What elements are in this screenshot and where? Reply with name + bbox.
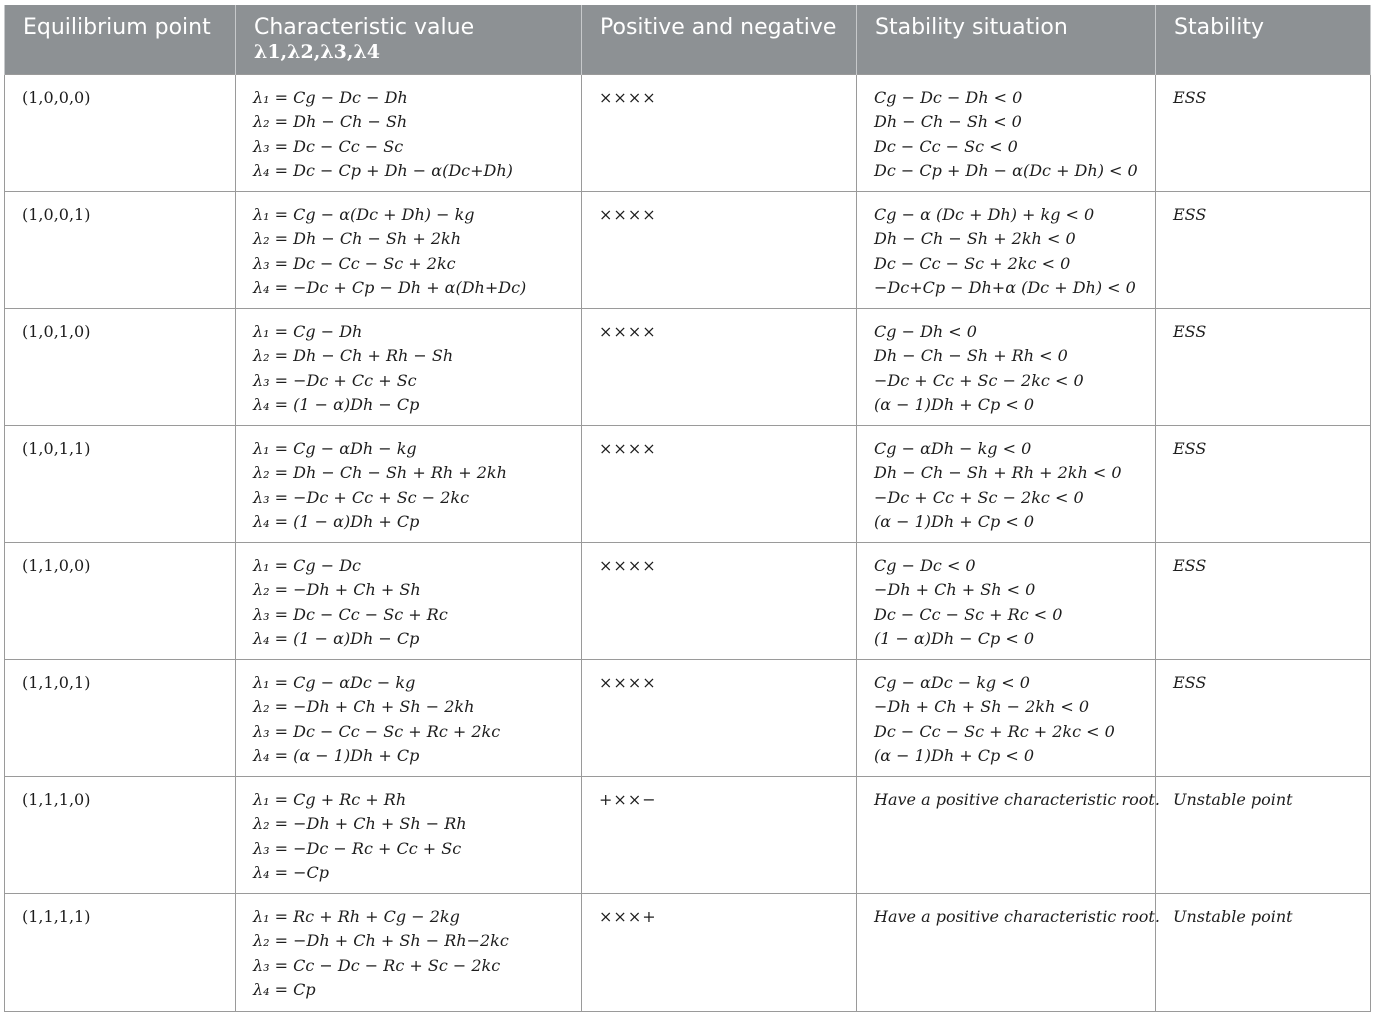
table-row <box>5 308 1371 425</box>
stability-condition-line: −Dh + Ch + Sh − 2kh < 0 <box>874 697 1090 717</box>
characteristic-value-line: λ₁ = Rc + Rh + Cg − 2kg <box>253 906 460 926</box>
characteristic-value-line: λ₁ = Cg − Dh <box>253 321 363 341</box>
stability-condition-line: −Dc + Cc + Sc − 2kc < 0 <box>874 487 1084 507</box>
stability-condition-line: −Dc+Cp − Dh+α (Dc + Dh) < 0 <box>874 278 1136 298</box>
characteristic-value-line: λ₄ = (1 − α)Dh − Cp <box>253 395 420 415</box>
stability-condition-line: Cg − α (Dc + Dh) + kg < 0 <box>874 204 1095 224</box>
stability-condition-line: Dc − Cp + Dh − α(Dc + Dh) < 0 <box>874 161 1138 181</box>
equilibrium-point-cell: (1,0,0,0) <box>5 74 236 191</box>
table-row <box>5 776 1371 893</box>
table-header <box>5 5 1371 74</box>
header-stability-situation: Stability situation <box>857 5 1156 74</box>
table-body <box>5 74 1371 1011</box>
stability-cell: ESS <box>1156 74 1371 191</box>
stability-condition-line: (1 − α)Dh − Cp < 0 <box>874 629 1034 649</box>
sign-cell: ×××× <box>582 542 857 659</box>
equilibrium-point-cell: (1,1,0,1) <box>5 659 236 776</box>
characteristic-value-line: λ₂ = −Dh + Ch + Sh − 2kh <box>253 697 475 717</box>
stability-condition-line: (α − 1)Dh + Cp < 0 <box>874 746 1034 766</box>
stability-cell: ESS <box>1156 542 1371 659</box>
stability-condition-line: Have a positive characteristic root. <box>874 906 1160 926</box>
stability-situation-cell <box>857 893 1160 1011</box>
stability-situation-cell <box>857 659 1156 776</box>
equilibrium-point-cell: (1,0,1,0) <box>5 308 236 425</box>
equilibrium-point-cell: (1,0,0,1) <box>5 191 236 308</box>
characteristic-value-line: λ₂ = Dh − Ch + Rh − Sh <box>253 346 454 366</box>
table-row <box>5 659 1371 776</box>
header-characteristic-value: Characteristic value λ1,λ2,λ3,λ4 <box>236 5 582 74</box>
table-row <box>5 542 1371 659</box>
header-row <box>5 5 1371 74</box>
characteristic-value-line: λ₄ = Dc − Cp + Dh − α(Dc+Dh) <box>253 161 513 181</box>
stability-condition-line: Have a positive characteristic root. <box>874 789 1160 809</box>
characteristic-value-line: λ₁ = Cg + Rc + Rh <box>253 789 407 809</box>
characteristic-value-line: λ₁ = Cg − αDh − kg <box>253 438 417 458</box>
stability-cell: ESS <box>1156 191 1371 308</box>
stability-cell: Unstable point <box>1156 776 1371 893</box>
stability-table <box>4 5 1371 1012</box>
equilibrium-point-cell: (1,0,1,1) <box>5 425 236 542</box>
equilibrium-point-cell: (1,1,0,0) <box>5 542 236 659</box>
header-stability: Stability <box>1156 5 1371 74</box>
characteristic-value-line: λ₂ = Dh − Ch − Sh + 2kh <box>253 229 461 249</box>
characteristic-value-line: λ₄ = (1 − α)Dh + Cp <box>253 512 420 532</box>
characteristic-value-line: λ₃ = −Dc + Cc + Sc − 2kc <box>253 487 470 507</box>
characteristic-value-line: λ₃ = −Dc + Cc + Sc <box>253 370 417 390</box>
sign-cell: ×××× <box>582 74 857 191</box>
stability-condition-line: Dh − Ch − Sh < 0 <box>874 112 1022 132</box>
stability-condition-line: −Dh + Ch + Sh < 0 <box>874 580 1036 600</box>
stability-condition-line: Dh − Ch − Sh + 2kh < 0 <box>874 229 1076 249</box>
stability-condition-line: Dc − Cc − Sc + Rc < 0 <box>874 604 1063 624</box>
characteristic-value-line: λ₃ = Dc − Cc − Sc <box>253 136 404 156</box>
characteristic-value-line: λ₃ = Dc − Cc − Sc + 2kc <box>253 253 456 273</box>
stability-condition-line: Cg − αDc − kg < 0 <box>874 672 1030 692</box>
sign-cell: +××− <box>582 776 857 893</box>
characteristic-value-cell <box>236 893 582 1011</box>
characteristic-value-line: λ₂ = −Dh + Ch + Sh <box>253 580 421 600</box>
characteristic-value-line: λ₃ = Cc − Dc − Rc + Sc − 2kc <box>253 955 501 975</box>
stability-situation-cell <box>857 191 1156 308</box>
characteristic-value-cell <box>236 308 582 425</box>
stability-condition-line: Cg − Dc − Dh < 0 <box>874 87 1023 107</box>
characteristic-value-cell <box>236 74 582 191</box>
stability-cell: ESS <box>1156 308 1371 425</box>
stability-condition-line: (α − 1)Dh + Cp < 0 <box>874 512 1034 532</box>
characteristic-value-line: λ₁ = Cg − αDc − kg <box>253 672 416 692</box>
characteristic-value-line: λ₁ = Cg − Dc − Dh <box>253 87 408 107</box>
stability-condition-line: −Dc + Cc + Sc − 2kc < 0 <box>874 370 1084 390</box>
stability-situation-cell <box>857 308 1156 425</box>
stability-condition-line: Dc − Cc − Sc < 0 <box>874 136 1018 156</box>
characteristic-value-line: λ₄ = −Cp <box>253 863 330 883</box>
stability-condition-line: Cg − Dc < 0 <box>874 555 976 575</box>
stability-situation-cell <box>857 542 1156 659</box>
sign-cell: ×××+ <box>582 893 857 1011</box>
characteristic-value-line: λ₄ = −Dc + Cp − Dh + α(Dh+Dc) <box>253 278 527 298</box>
header-characteristic-subtitle: λ1,λ2,λ3,λ4 <box>254 41 381 63</box>
characteristic-value-line: λ₂ = Dh − Ch − Sh + Rh + 2kh <box>253 463 507 483</box>
stability-condition-line: Cg − Dh < 0 <box>874 321 977 341</box>
characteristic-value-cell <box>236 776 582 893</box>
sign-cell: ×××× <box>582 425 857 542</box>
characteristic-value-cell <box>236 542 582 659</box>
stability-condition-line: Dc − Cc − Sc + 2kc < 0 <box>874 253 1071 273</box>
table-row <box>5 893 1371 1011</box>
sign-cell: ×××× <box>582 659 857 776</box>
header-positive-negative: Positive and negative <box>582 5 857 74</box>
table-row <box>5 425 1371 542</box>
header-equilibrium-point: Equilibrium point <box>5 5 236 74</box>
characteristic-value-cell <box>236 425 582 542</box>
characteristic-value-line: λ₃ = −Dc − Rc + Cc + Sc <box>253 838 462 858</box>
stability-situation-cell <box>857 74 1156 191</box>
sign-cell: ×××× <box>582 308 857 425</box>
stability-situation-cell <box>857 425 1156 542</box>
characteristic-value-cell <box>236 659 582 776</box>
stability-cell: Unstable point <box>1156 893 1371 1011</box>
characteristic-value-cell <box>236 191 582 308</box>
characteristic-value-line: λ₂ = −Dh + Ch + Sh − Rh <box>253 814 467 834</box>
stability-cell: ESS <box>1156 425 1371 542</box>
table-row <box>5 191 1371 308</box>
table-row <box>5 74 1371 191</box>
stability-cell: ESS <box>1156 659 1371 776</box>
characteristic-value-line: λ₁ = Cg − α(Dc + Dh) − kg <box>253 204 475 224</box>
equilibrium-point-cell: (1,1,1,0) <box>5 776 236 893</box>
characteristic-value-line: λ₁ = Cg − Dc <box>253 555 361 575</box>
stability-situation-cell <box>857 776 1160 893</box>
sign-cell: ×××× <box>582 191 857 308</box>
characteristic-value-line: λ₂ = Dh − Ch − Sh <box>253 112 408 132</box>
stability-condition-line: Dh − Ch − Sh + Rh + 2kh < 0 <box>874 463 1122 483</box>
characteristic-value-line: λ₄ = (α − 1)Dh + Cp <box>253 746 420 766</box>
equilibrium-point-cell: (1,1,1,1) <box>5 893 236 1011</box>
stability-condition-line: Cg − αDh − kg < 0 <box>874 438 1032 458</box>
characteristic-value-line: λ₃ = Dc − Cc − Sc + Rc <box>253 604 448 624</box>
characteristic-value-line: λ₄ = (1 − α)Dh − Cp <box>253 629 420 649</box>
stability-condition-line: Dh − Ch − Sh + Rh < 0 <box>874 346 1068 366</box>
characteristic-value-line: λ₂ = −Dh + Ch + Sh − Rh−2kc <box>253 931 509 951</box>
stability-condition-line: Dc − Cc − Sc + Rc + 2kc < 0 <box>874 721 1115 741</box>
characteristic-value-line: λ₃ = Dc − Cc − Sc + Rc + 2kc <box>253 721 501 741</box>
characteristic-value-line: λ₄ = Cp <box>253 980 316 1000</box>
stability-condition-line: (α − 1)Dh + Cp < 0 <box>874 395 1034 415</box>
